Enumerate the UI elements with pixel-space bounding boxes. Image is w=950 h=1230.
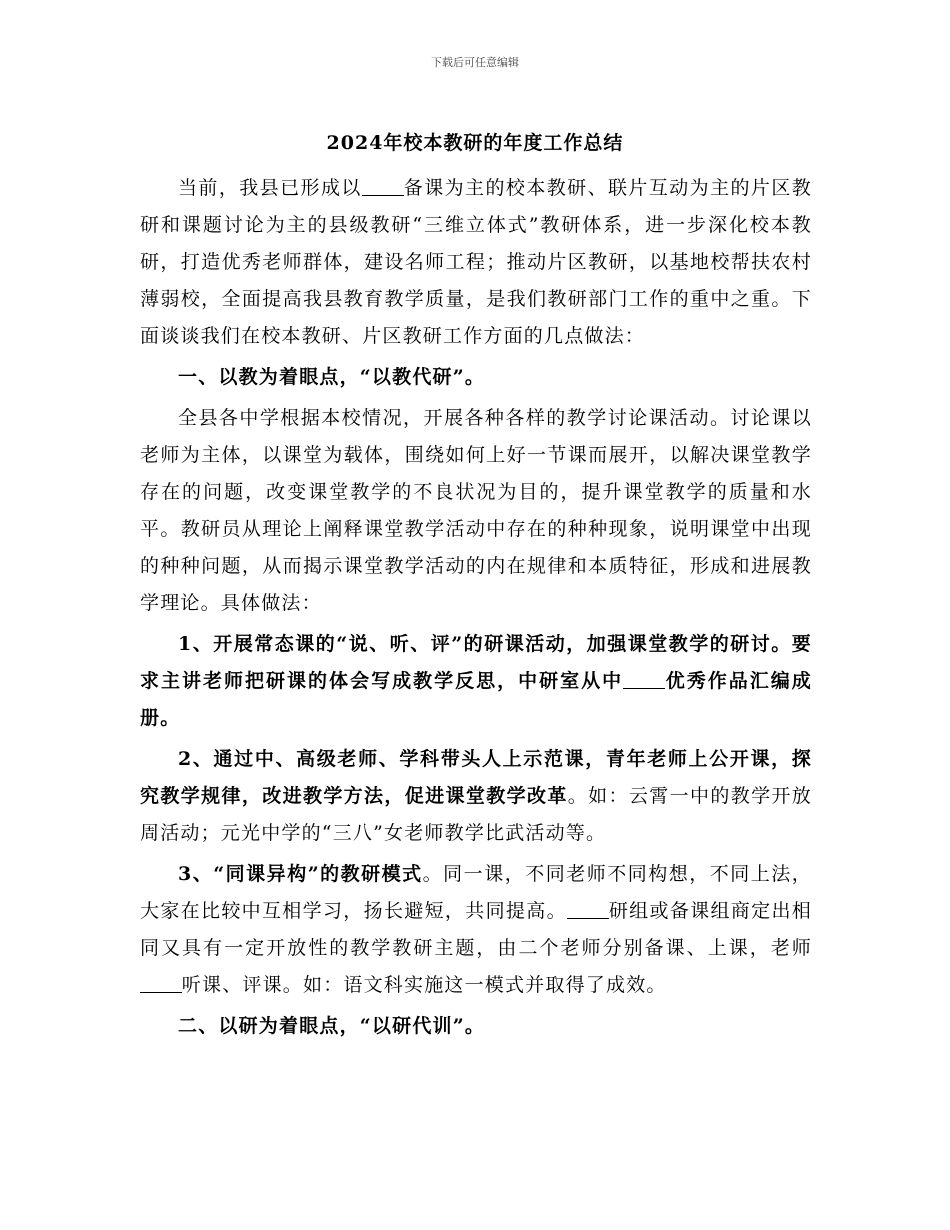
section-heading-2: 二、以研为着眼点，“以研代训”。 (178, 1015, 486, 1037)
intro-paragraph: 当前，我县已形成以 备课为主的校本教研、联片互动为主的片区教研和课题讨论为主的县级教研“三维立体式”教研体系，进一步深化校本教研，打造优秀老师群体，建设名师工程；推动片区教研，以基地校帮扶农村薄弱校，全面提高我县教育教学质量，是我们教研部门工作的重中之重。下面谈谈我们在校本教研、片区教研工作方面的几点做法： (140, 177, 812, 347)
document-title: 2024年校本教研的年度工作总结 (326, 132, 624, 154)
document-body (140, 170, 812, 1049)
item-3-paragraph: 3、“同课异构”的教研模式。同一课，不同老师不同构想，不同上法，大家在比较中互相学习，扬长避短，共同提高。 研组或备课组商定出相同又具有一定开放性的教学教研主题，由二个老师分别备课、上课，老师听课、评课。如：语文科实施这一模式并取得了成效。 (140, 863, 812, 996)
fill-blank (623, 669, 665, 689)
section-1-paragraph: 全县各中学根据本校情况，开展各种各样的教学讨论课活动。讨论课以老师为主体，以课堂为载体，围绕如何上好一节课而展开，以解决课堂教学存在的问题，改变课堂教学的不良状况为目的，提升课堂教学的质量和水平。教研员从理论上阐释课堂教学活动中存在的种种现象，说明课堂中出现的种种问题，从而揭示课堂教学活动的内在规律和本质特征，形成和进展教学理论。具体做法： (140, 407, 812, 614)
page-header: 下载后可任意编辑 (431, 56, 519, 69)
fill-blank (362, 176, 404, 196)
item-1-paragraph: 1、开展常态课的“说、听、评”的研课活动，加强课堂教学的研讨。要求主讲老师把研课的体会写成教学反思，中研室从中 优秀作品汇编成册。 (140, 633, 812, 729)
item-2-paragraph: 2、通过中、高级老师、学科带头人上示范课，青年老师上公开课，探究教学规律，改进教学方法，促进课堂教学改革。如：云霄一中的教学开放周活动；元光中学的“三八”女老师教学比武活动等。 (140, 748, 813, 844)
fill-blank (140, 973, 182, 993)
fill-blank (567, 899, 609, 919)
section-heading-1: 一、以教为着眼点，“以教代研”。 (178, 366, 486, 388)
